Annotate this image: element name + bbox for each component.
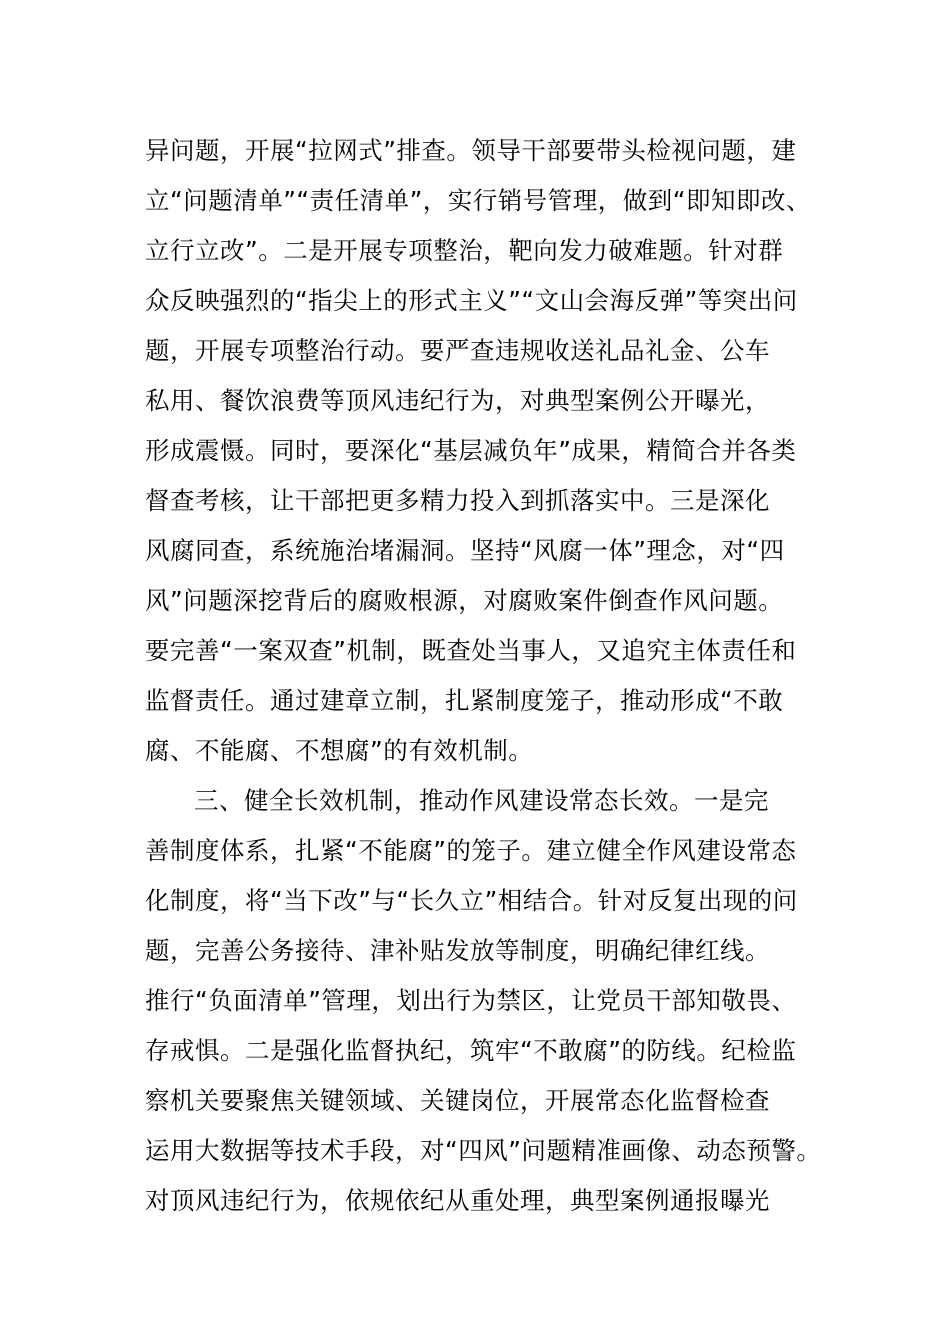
- text-line: 风腐同查，系统施治堵漏洞。坚持“风腐一体”理念，对“四: [145, 536, 785, 565]
- text-line: 推行“负面清单”管理，划出行为禁区，让党员干部知敬畏、: [145, 986, 797, 1015]
- text-line: 形成震慑。同时，要深化“基层减负年”成果，精简合并各类: [145, 436, 797, 465]
- text-line: 立行立改”。二是开展专项整治，靶向发力破难题。针对群: [145, 236, 784, 265]
- text-line: 监督责任。通过建章立制，扎紧制度笼子，推动形成“不敢: [145, 686, 784, 715]
- text-line: 风”问题深挖背后的腐败根源，对腐败案件倒查作风问题。: [145, 586, 784, 615]
- text-line: 善制度体系，扎紧“不能腐”的笼子。建立健全作风建设常态: [145, 836, 797, 865]
- text-line: 题，开展专项整治行动。要严查违规收送礼品礼金、公车: [145, 336, 770, 365]
- section-heading-line: 三、健全长效机制，推动作风建设常态长效。一是完: [194, 786, 769, 815]
- text-line: 要完善“一案双查”机制，既查处当事人，又追究主体责任和: [145, 636, 797, 665]
- text-line: 众反映强烈的“指尖上的形式主义”“文山会海反弹”等突出问: [145, 286, 798, 315]
- text-line: 题，完善公务接待、津补贴发放等制度，明确纪律红线。: [145, 936, 770, 965]
- text-line: 对顶风违纪行为，依规依纪从重处理，典型案例通报曝光: [145, 1186, 770, 1215]
- text-line: 腐、不能腐、不想腐”的有效机制。: [145, 736, 534, 765]
- text-line: 异问题，开展“拉网式”排查。领导干部要带头检视问题，建: [145, 136, 797, 165]
- text-line: 化制度，将“当下改”与“长久立”相结合。针对反复出现的问: [145, 886, 798, 915]
- body-text: [145, 126, 845, 1226]
- text-line: 运用大数据等技术手段，对“四风”问题精准画像、动态预警。: [145, 1136, 822, 1165]
- text-line: 存戒惧。二是强化监督执纪，筑牢“不敢腐”的防线。纪检监: [145, 1036, 797, 1065]
- text-line: 私用、餐饮浪费等顶风违纪行为，对典型案例公开曝光，: [145, 386, 770, 415]
- text-line: 督查考核，让干部把更多精力投入到抓落实中。三是深化: [145, 486, 770, 515]
- text-line: 察机关要聚焦关键领域、关键岗位，开展常态化监督检查: [145, 1086, 770, 1115]
- text-line: 立“问题清单”“责任清单”，实行销号管理，做到“即知即改、: [145, 186, 811, 215]
